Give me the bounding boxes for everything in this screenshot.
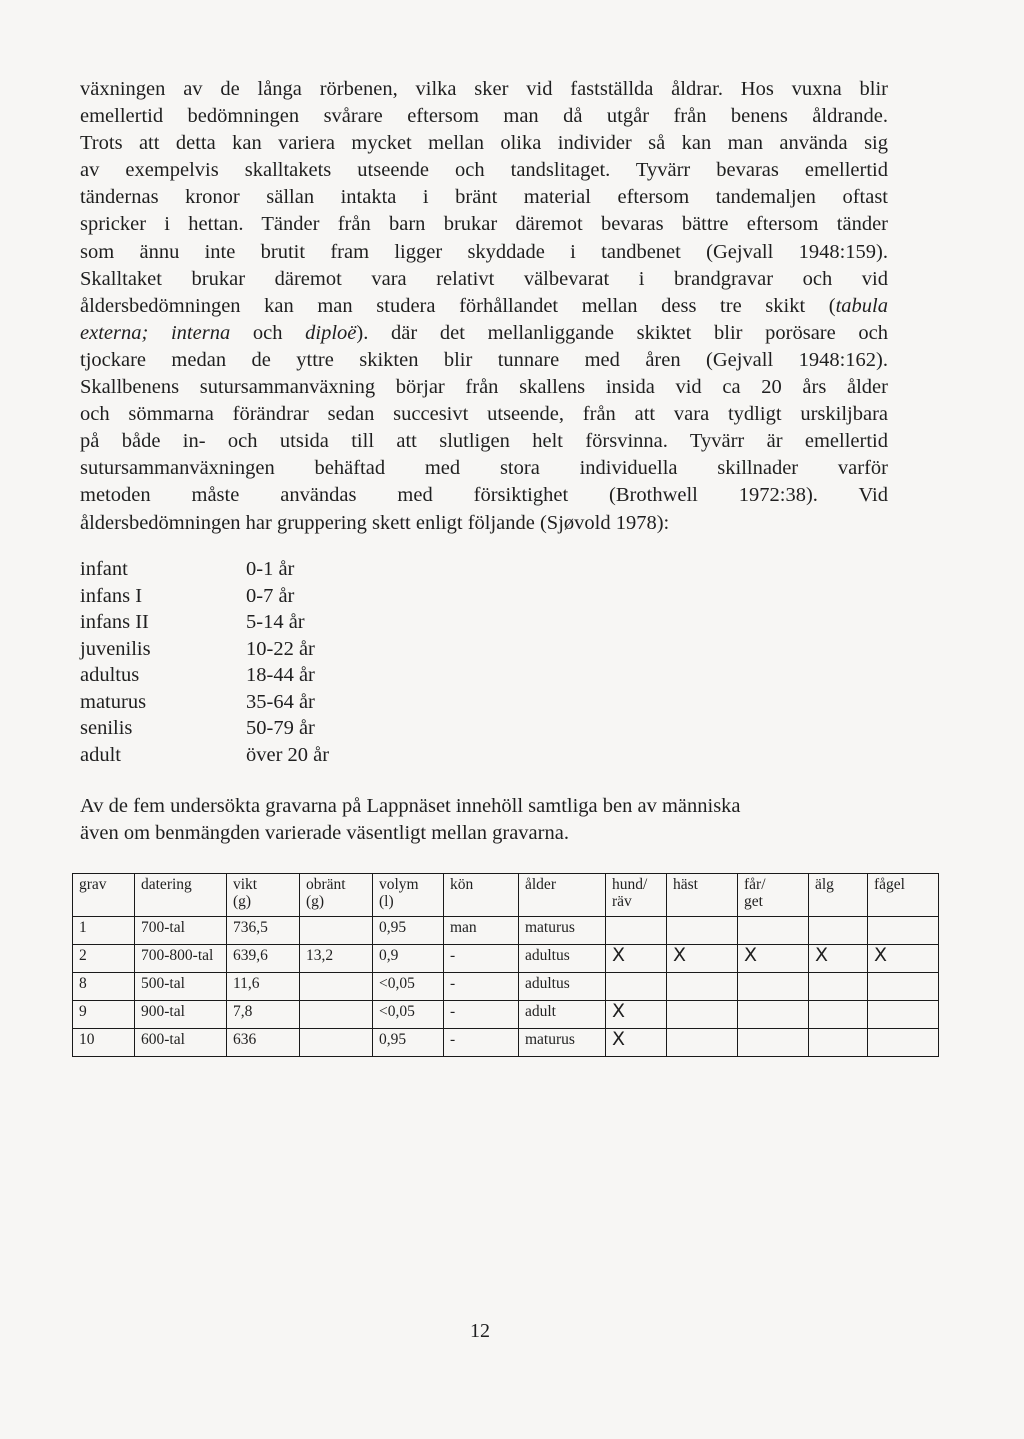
table-cell: 11,6 [227,973,300,1001]
age-group-row [80,662,480,689]
table-header-row [73,874,939,917]
paragraph-line: Skallbenens sutursammanväxning börjar från skallens insida vid ca 20 års ålder [80,376,888,399]
age-group-term: infant [80,558,128,580]
age-group-term: maturus [80,690,147,713]
paragraph-line: tjockare medan de yttre skikten blir tunnare med åren (Gejvall 1948:162). [80,348,888,371]
table-cell [868,1029,939,1057]
header-line: ålder [525,876,556,893]
table-header-cell [373,874,444,917]
table-header-cell [519,874,606,917]
table-row [73,1001,939,1029]
table-cell [868,1001,939,1029]
age-group-range: 18-44 år [246,664,315,686]
table-cell: adultus [519,973,606,1001]
header-line: får/ [744,876,766,893]
paragraph-line: av exempelvis skalltakets utseende och tandslitaget. Tyvärr bevaras emellertid [80,159,888,182]
age-group-term: infans I [80,584,143,607]
table-header-cell [606,874,667,917]
table-cell [606,973,667,1001]
table-cell: maturus [519,917,606,945]
header-line: räv [612,893,632,910]
table-cell [667,917,738,945]
paragraph-line: och sömmarna förändrar sedan succesivt utseende, från att vara tydligt urskiljbara [80,403,888,426]
table-header-cell [738,874,809,917]
header-line: vikt [233,876,258,893]
table-header-cell [73,874,135,917]
header-line: fågel [874,876,905,893]
table-cell [300,973,373,1001]
table-cell: 0,95 [373,1029,444,1057]
closing-line: Av de fem undersökta gravarna på Lappnäset innehöll samtliga ben av människa [80,795,741,817]
paragraph-line: externa; interna och diploë). där det mellanliggande skiktet blir porösare och [80,321,888,344]
table-cell [667,1029,738,1057]
age-group-term: infans II [80,611,149,633]
table-cell: - [444,945,519,973]
table-cell: X [606,945,667,973]
table-cell: 8 [73,973,135,1001]
table-cell: 639,6 [227,945,300,973]
header-line: häst [673,876,698,893]
table-cell: adult [519,1001,606,1029]
paragraph-line: sutursammanväxningen behäftad med stora individuella skillnader varför [80,457,888,480]
age-group-row [80,742,480,769]
table-cell: 1 [73,917,135,945]
table-cell [868,917,939,945]
table-cell: 9 [73,1001,135,1029]
age-group-range: 10-22 år [246,637,315,660]
table-cell: 0,9 [373,945,444,973]
table-cell: - [444,973,519,1001]
header-line: grav [79,876,107,893]
table-header-cell [444,874,519,917]
table-cell [667,1001,738,1029]
table-cell [606,917,667,945]
age-group-term: adult [80,743,121,766]
table-cell: X [738,945,809,973]
table-cell [300,1029,373,1057]
closing-paragraph [80,793,888,847]
header-line: kön [450,876,474,893]
paragraph-line: metoden måste användas med försiktighet (Brothwell 1972:38). Vid [80,484,888,507]
age-group-range: 35-64 år [246,690,315,713]
grave-table [72,873,939,1057]
table-cell: 13,2 [300,945,373,973]
table-header-cell [135,874,227,917]
age-group-range: 50-79 år [246,717,315,739]
table-cell: - [444,1029,519,1057]
table-cell: 700-800-tal [135,945,227,973]
age-group-term: senilis [80,717,133,739]
paragraph-line: åldersbedömningen har gruppering skett enligt följande (Sjøvold 1978): [80,511,670,534]
paragraph-line: åldersbedömningen kan man studera förhållandet mellan dess tre skikt (tabula [80,294,888,317]
age-group-range: 0-7 år [246,584,295,607]
table-cell: X [606,1029,667,1057]
table-cell [809,973,868,1001]
table-cell [809,917,868,945]
table-cell: 736,5 [227,917,300,945]
table-row [73,917,939,945]
table-cell [738,917,809,945]
header-line: älg [815,876,834,893]
header-line: datering [141,876,192,893]
table-cell [868,973,939,1001]
page-number: 12 [470,1320,490,1342]
table-cell [667,973,738,1001]
age-group-row [80,556,480,583]
table-cell: X [606,1001,667,1029]
table-cell: 700-tal [135,917,227,945]
header-line: get [744,893,763,910]
paragraph-line: Skalltaket brukar däremot vara relativt välbevarat i brandgravar och vid [80,267,888,290]
table-cell [738,1029,809,1057]
table-cell [738,973,809,1001]
header-line: volym [379,876,419,893]
age-group-term: juvenilis [80,637,151,660]
table-cell: 636 [227,1029,300,1057]
table-header-cell [809,874,868,917]
header-line: (g) [306,893,325,910]
table-cell: 7,8 [227,1001,300,1029]
table-cell: man [444,917,519,945]
closing-line: även om benmängden varierade väsentligt mellan gravarna. [80,822,569,844]
table-header-cell [227,874,300,917]
age-group-term: adultus [80,664,140,686]
age-group-range: 5-14 år [246,611,305,633]
table-cell: 600-tal [135,1029,227,1057]
paragraph-line: på både in- och utsida till att slutligen helt försvinna. Tyvärr är emellertid [80,430,888,453]
table-header-cell [667,874,738,917]
table-cell [738,1001,809,1029]
table-cell: 900-tal [135,1001,227,1029]
table-cell: X [868,945,939,973]
age-group-list [80,556,480,768]
table-cell [300,1001,373,1029]
table-cell: - [444,1001,519,1029]
table-cell: adultus [519,945,606,973]
table-cell: 0,95 [373,917,444,945]
table-cell: 10 [73,1029,135,1057]
header-line: obränt [306,876,346,893]
age-group-row [80,636,480,663]
table-cell [809,1001,868,1029]
paragraph-line: växningen av de långa rörbenen, vilka sker vid fastställda åldrar. Hos vuxna blir [80,78,888,100]
age-group-row [80,609,480,636]
age-group-row [80,689,480,716]
paragraph-line: som ännu inte brutit fram ligger skyddade i tandbenet (Gejvall 1948:159). [80,240,888,263]
table-header-cell [300,874,373,917]
paragraph-line: tändernas kronor sällan intakta i bränt material eftersom tandemaljen oftast [80,186,888,209]
table-cell: 500-tal [135,973,227,1001]
header-line: (g) [233,893,252,910]
table-cell [809,1029,868,1057]
table-cell: maturus [519,1029,606,1057]
paragraph-line: emellertid bedömningen svårare eftersom man då utgår från benens åldrande. [80,105,888,128]
table-row [73,945,939,973]
table-row [73,1029,939,1057]
age-group-range: 0-1 år [246,558,295,580]
age-group-range: över 20 år [246,743,330,766]
paragraph-line: Trots att detta kan variera mycket mellan olika individer så kan man använda sig [80,132,888,155]
table-row [73,973,939,1001]
table-cell: 2 [73,945,135,973]
table-cell: <0,05 [373,973,444,1001]
table-header-cell [868,874,939,917]
table-cell: X [667,945,738,973]
age-group-row [80,715,480,742]
table-cell [300,917,373,945]
table-cell: <0,05 [373,1001,444,1029]
table-cell: X [809,945,868,973]
header-line: hund/ [612,876,648,893]
header-line: (l) [379,893,394,910]
age-group-row [80,583,480,610]
paragraph-line: spricker i hettan. Tänder från barn brukar däremot bevaras bättre eftersom tänder [80,213,888,236]
body-paragraph [80,76,888,537]
